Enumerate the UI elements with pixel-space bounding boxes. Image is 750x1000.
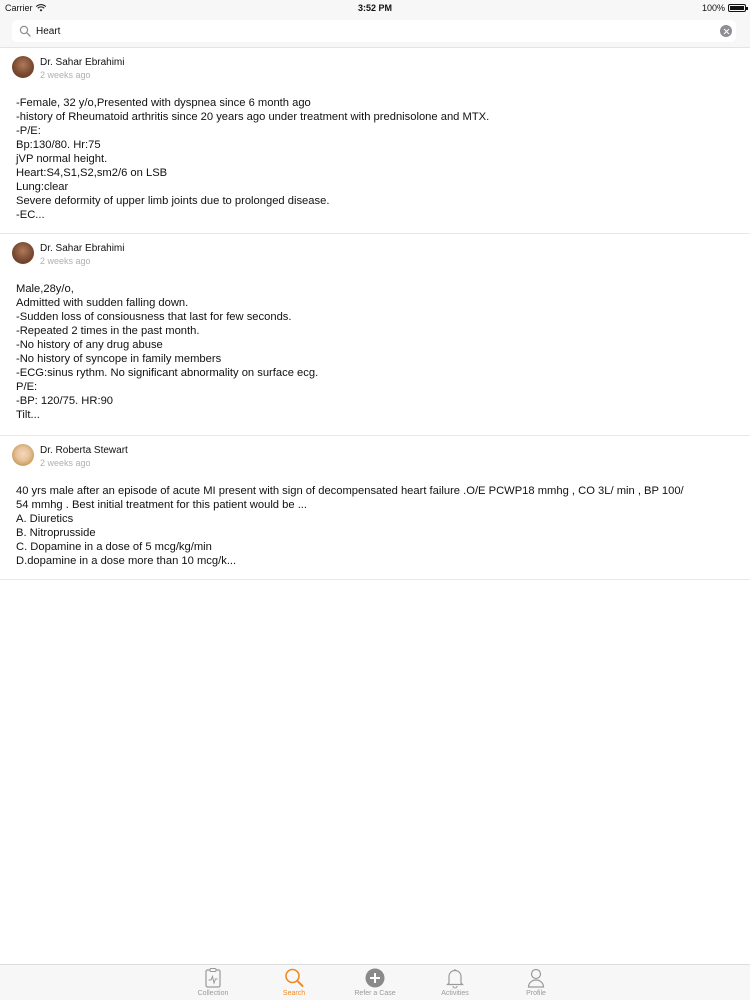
post-header bbox=[12, 440, 735, 484]
post-body bbox=[12, 484, 735, 568]
author-name[interactable]: Dr. Sahar Ebrahimi bbox=[40, 57, 125, 68]
search-field[interactable] bbox=[12, 20, 736, 42]
post-time: 2 weeks ago bbox=[40, 256, 91, 266]
search-icon bbox=[284, 967, 304, 989]
post-body-line: Male,28y/o, bbox=[16, 283, 74, 295]
result-item[interactable] bbox=[0, 234, 750, 436]
clear-search-icon[interactable] bbox=[720, 25, 732, 37]
post-body-line: D.dopamine in a dose more than 10 mcg/k... bbox=[16, 555, 237, 567]
post-body-line: Severe deformity of upper limb joints due to prolonged disease. bbox=[16, 195, 330, 207]
post-body-line: 40 yrs male after an episode of acute MI present with sign of decompensated heart failure .O/E PCWP18 mmhg , CO 3L/ min , BP 100/ bbox=[16, 485, 684, 497]
post-body-line: B. Nitroprusside bbox=[16, 527, 96, 539]
result-item[interactable] bbox=[0, 48, 750, 234]
post-header bbox=[12, 52, 735, 96]
author-name[interactable]: Dr. Roberta Stewart bbox=[40, 445, 128, 456]
status-time: 3:52 PM bbox=[357, 3, 392, 13]
post-body-line: -Repeated 2 times in the past month. bbox=[16, 325, 200, 337]
tab-label: Refer a Case bbox=[354, 990, 396, 997]
post-body-line: -Female, 32 y/o,Presented with dyspnea since 6 month ago bbox=[16, 97, 311, 109]
tab-label: Collection bbox=[197, 990, 229, 997]
tab-bar bbox=[0, 964, 750, 1000]
post-body-line: P/E: bbox=[16, 381, 38, 393]
post-body-line: Heart:S4,S1,S2,sm2/6 on LSB bbox=[16, 167, 168, 179]
search-input[interactable] bbox=[36, 20, 706, 42]
post-body-line: -No history of syncope in family members bbox=[16, 353, 222, 365]
battery-percent: 100% bbox=[701, 3, 725, 13]
search-bar bbox=[0, 16, 750, 48]
tab-collection[interactable] bbox=[178, 965, 248, 1000]
post-body bbox=[12, 282, 735, 422]
post-body-line: Tilt... bbox=[16, 409, 40, 421]
post-body-line: -No history of any drug abuse bbox=[16, 339, 163, 351]
post-body-line: Bp:130/80. Hr:75 bbox=[16, 139, 101, 151]
avatar[interactable] bbox=[12, 56, 34, 78]
bell-icon bbox=[445, 967, 465, 989]
battery-icon bbox=[728, 4, 746, 12]
status-right bbox=[702, 3, 746, 13]
post-body-line: -EC... bbox=[16, 209, 45, 221]
tab-label: Profile bbox=[526, 990, 546, 997]
post-header bbox=[12, 238, 735, 282]
result-item[interactable] bbox=[0, 436, 750, 580]
post-time: 2 weeks ago bbox=[40, 458, 91, 468]
plus-circle-icon bbox=[365, 967, 385, 989]
tab-refer-a-case[interactable] bbox=[340, 965, 410, 1000]
post-body-line: -history of Rheumatoid arthritis since 20 years ago under treatment with prednisolone and MTX. bbox=[16, 111, 490, 123]
carrier-label: Carrier bbox=[5, 3, 33, 13]
avatar[interactable] bbox=[12, 444, 34, 466]
tab-profile[interactable] bbox=[501, 965, 571, 1000]
person-icon bbox=[526, 967, 546, 989]
results-feed bbox=[0, 48, 750, 580]
post-body-line: C. Dopamine in a dose of 5 mcg/kg/min bbox=[16, 541, 212, 553]
tab-activities[interactable] bbox=[420, 965, 490, 1000]
post-body-line: Admitted with sudden falling down. bbox=[16, 297, 189, 309]
post-body-line: -P/E: bbox=[16, 125, 41, 137]
clipboard-icon bbox=[203, 967, 223, 989]
post-body-line: -BP: 120/75. HR:90 bbox=[16, 395, 114, 407]
post-body-line: Lung:clear bbox=[16, 181, 69, 193]
post-body-line: jVP normal height. bbox=[16, 153, 108, 165]
tab-search[interactable] bbox=[259, 965, 329, 1000]
search-icon bbox=[19, 25, 31, 37]
post-time: 2 weeks ago bbox=[40, 70, 91, 80]
status-bar bbox=[0, 0, 750, 16]
author-name[interactable]: Dr. Sahar Ebrahimi bbox=[40, 243, 125, 254]
avatar[interactable] bbox=[12, 242, 34, 264]
post-body-line: -Sudden loss of consiousness that last for few seconds. bbox=[16, 311, 292, 323]
post-body-line: A. Diuretics bbox=[16, 513, 74, 525]
post-body-line: 54 mmhg . Best initial treatment for this patient would be ... bbox=[16, 499, 308, 511]
post-body bbox=[12, 96, 735, 222]
post-body-line: -ECG:sinus rythm. No significant abnormality on surface ecg. bbox=[16, 367, 319, 379]
tab-label: Activities bbox=[441, 990, 469, 997]
tab-label: Search bbox=[282, 990, 306, 997]
